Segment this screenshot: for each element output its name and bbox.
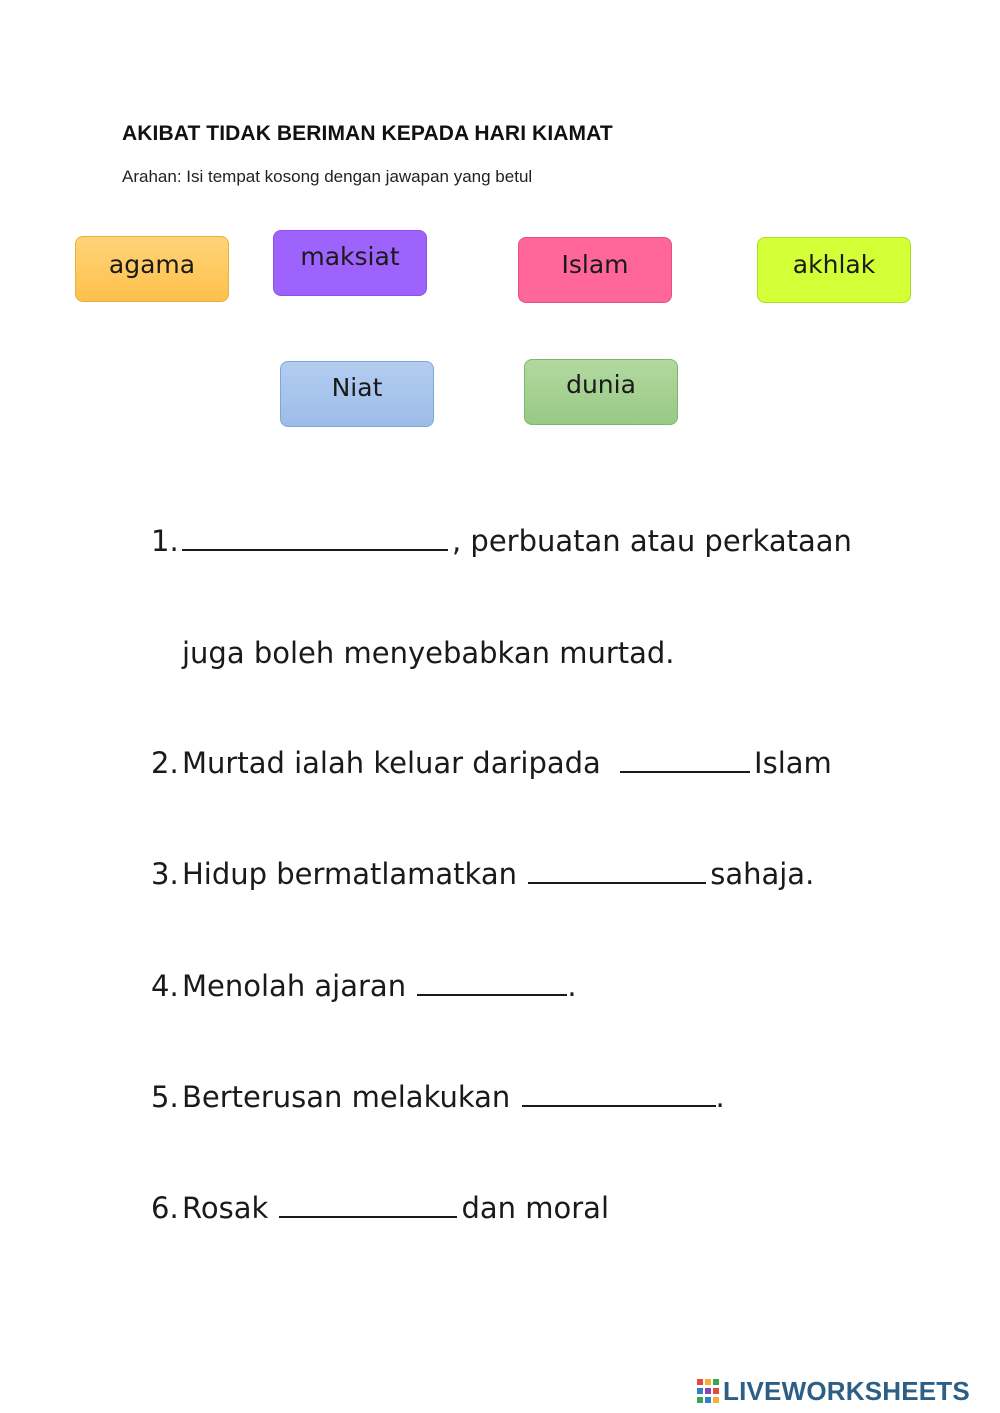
question-text-after: dan moral xyxy=(461,1191,610,1225)
answer-blank-1[interactable] xyxy=(182,525,448,551)
word-chip-label: maksiat xyxy=(300,242,400,271)
question-number: 6. xyxy=(151,1191,179,1225)
question-1 xyxy=(151,524,852,558)
question-text-before: Menolah ajaran xyxy=(182,969,407,1003)
question-text-after: , perbuatan atau perkataan xyxy=(452,524,852,558)
answer-blank-2[interactable] xyxy=(620,747,750,773)
question-number: 4. xyxy=(151,969,179,1003)
word-chip-maksiat[interactable] xyxy=(273,230,427,296)
question-text-before: Murtad ialah keluar daripada xyxy=(182,746,601,780)
question-number: 1. xyxy=(151,524,179,558)
question-text-before: Rosak xyxy=(182,1191,269,1225)
word-chip-agama[interactable] xyxy=(75,236,229,302)
word-chip-niat[interactable] xyxy=(280,361,434,427)
word-chip-label: akhlak xyxy=(792,250,876,279)
question-3 xyxy=(151,857,814,891)
answer-blank-4[interactable] xyxy=(417,970,567,996)
question-text-after: sahaja. xyxy=(710,857,815,891)
question-text-after: Islam xyxy=(754,746,832,780)
question-number: 5. xyxy=(151,1080,179,1114)
word-chip-label: Islam xyxy=(561,250,629,279)
liveworksheets-logo-icon xyxy=(697,1379,719,1403)
word-chip-label: Niat xyxy=(331,373,383,402)
worksheet-title: AKIBAT TIDAK BERIMAN KEPADA HARI KIAMAT xyxy=(122,122,613,145)
question-text-before: Berterusan melakukan xyxy=(182,1080,511,1114)
liveworksheets-wordmark: LIVEWORKSHEETS xyxy=(723,1376,970,1406)
question-number: 3. xyxy=(151,857,179,891)
liveworksheets-branding xyxy=(697,1376,997,1410)
word-chip-dunia[interactable] xyxy=(524,359,678,425)
question-1-continuation: juga boleh menyebabkan murtad. xyxy=(182,636,675,670)
answer-blank-6[interactable] xyxy=(279,1192,457,1218)
question-2 xyxy=(151,746,832,780)
question-text-before: Hidup bermatlamatkan xyxy=(182,857,517,891)
word-chip-islam[interactable] xyxy=(518,237,672,303)
question-text-after: . xyxy=(567,969,577,1003)
question-text-after: . xyxy=(715,1080,725,1114)
question-number: 2. xyxy=(151,746,179,780)
question-4 xyxy=(151,969,577,1003)
question-6 xyxy=(151,1191,609,1225)
question-5 xyxy=(151,1080,725,1114)
word-chip-akhlak[interactable] xyxy=(757,237,911,303)
answer-blank-5[interactable] xyxy=(522,1081,716,1107)
word-chip-label: dunia xyxy=(566,370,636,399)
answer-blank-3[interactable] xyxy=(528,858,706,884)
worksheet-instruction: Arahan: Isi tempat kosong dengan jawapan yang betul xyxy=(122,167,533,186)
word-chip-label: agama xyxy=(108,250,196,279)
